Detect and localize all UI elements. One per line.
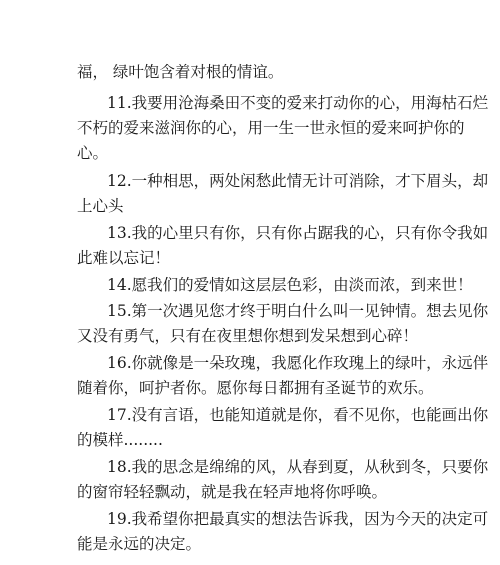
text-line: 福， 绿叶饱含着对根的情谊。	[77, 63, 284, 81]
text-line: 12.一种相思，两处闲愁此情无计可消除，才下眉头，却	[107, 172, 489, 190]
text-line: 的模样........	[77, 431, 163, 449]
text-line: 心。	[77, 144, 109, 162]
text-line: 不朽的爱来滋润你的心，用一生一世永恒的爱来呵护你的	[77, 119, 465, 137]
text-line: 19.我希望你把最真实的想法告诉我，因为今天的决定可	[107, 510, 489, 528]
text-line: 14.愿我们的爱情如这层层色彩，由淡而浓，到来世！	[107, 276, 473, 294]
text-line: 上心头	[77, 197, 124, 215]
text-line: 能是永远的决定。	[77, 535, 202, 553]
text-line: 11.我要用沧海桑田不变的爱来打动你的心，用海枯石烂	[107, 94, 489, 112]
text-line: 17.没有言语，也能知道就是你，看不见你，也能画出你	[107, 406, 489, 424]
text-line: 16.你就像是一朵玫瑰，我愿化作玫瑰上的绿叶，永远伴	[107, 354, 489, 372]
text-line: 15.第一次遇见您才终于明白什么叫一见钟情。想去见你	[107, 302, 489, 320]
text-line: 此难以忘记！	[77, 249, 171, 267]
text-line: 的窗帘轻轻飘动，就是我在轻声地将你呼唤。	[77, 483, 388, 501]
text-line: 13.我的心里只有你，只有你占踞我的心，只有你令我如	[107, 224, 489, 242]
text-line: 又没有勇气，只有在夜里想你想到发呆想到心碎！	[77, 327, 419, 345]
text-line: 18.我的思念是绵绵的风，从春到夏，从秋到冬，只要你	[107, 458, 489, 476]
text-line: 随着你，呵护者你。愿你每日都拥有圣诞节的欢乐。	[77, 379, 434, 397]
